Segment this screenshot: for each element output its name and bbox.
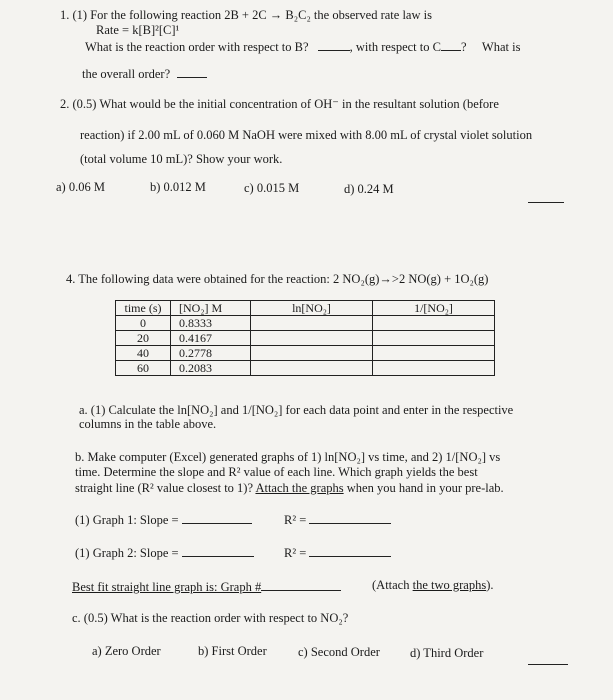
q4b-line3-pre: straight line (R² value closest to 1)? xyxy=(75,481,256,495)
best-fit-attach-post: ). xyxy=(486,578,494,592)
graph2-r2-label: R² = xyxy=(284,546,307,560)
q2-option-c[interactable]: c) 0.015 M xyxy=(244,181,300,195)
header-time: time (s) xyxy=(116,301,171,316)
q1-rate-law: Rate = k[B]²[C]¹ xyxy=(96,23,180,37)
graph1-slope-label: (1) Graph 1: Slope = xyxy=(75,513,179,527)
cell-inv-no2[interactable] xyxy=(373,331,495,346)
best-fit-label: Best fit straight line graph is: Graph # xyxy=(72,580,262,594)
q4b-line3-post: when you hand in your pre-lab. xyxy=(343,481,504,495)
q2-answer-blank[interactable] xyxy=(528,190,564,203)
q2-line1: 2. (0.5) What would be the initial concentration of OH⁻ in the resultant solution (before xyxy=(60,97,499,111)
best-fit-attach-link: the two graphs xyxy=(412,578,487,592)
graph1-r2-row xyxy=(284,511,391,528)
q1-blank-b[interactable] xyxy=(318,38,350,51)
q4c-option-c[interactable]: c) Second Order xyxy=(298,645,380,659)
graph2-row xyxy=(75,544,254,561)
q4b-attach-graphs: Attach the graphs xyxy=(255,481,344,495)
cell-time: 0 xyxy=(116,316,171,331)
q4b-line2: time. Determine the slope and R² value of each line. Which graph yields the best xyxy=(75,465,478,479)
graph2-slope-label: (1) Graph 2: Slope = xyxy=(75,546,179,560)
q1-respect-c: , with respect to C xyxy=(349,40,441,54)
q4c-answer-blank[interactable] xyxy=(528,652,568,665)
graph1-r2-label: R² = xyxy=(284,513,307,527)
cell-no2: 0.4167 xyxy=(171,331,251,346)
q1-overall-text: the overall order? xyxy=(82,67,171,81)
table-row xyxy=(116,331,495,346)
cell-inv-no2[interactable] xyxy=(373,346,495,361)
best-fit-blank[interactable] xyxy=(261,578,341,591)
best-fit-attach xyxy=(372,578,494,593)
cell-inv-no2[interactable] xyxy=(373,361,495,376)
q4c-option-d[interactable]: d) Third Order xyxy=(410,646,484,660)
header-inv-no2: 1/[NO₂] xyxy=(373,301,495,316)
q1-what-is: ? What is xyxy=(460,40,521,54)
cell-time: 60 xyxy=(116,361,171,376)
best-fit-attach-pre: (Attach xyxy=(372,578,413,592)
q1-line1: 1. (1) For the following reaction 2B + 2C → B₂C₂ the observed rate law is xyxy=(60,8,432,22)
q4c-option-b[interactable]: b) First Order xyxy=(198,644,267,658)
cell-no2: 0.2778 xyxy=(171,346,251,361)
table-row xyxy=(116,346,495,361)
q4c-question: c. (0.5) What is the reaction order with respect to NO₂? xyxy=(72,611,349,625)
q4b-line3 xyxy=(75,481,504,496)
graph1-r2-blank[interactable] xyxy=(309,511,391,524)
header-ln-no2: ln[NO₂] xyxy=(251,301,373,316)
cell-no2: 0.2083 xyxy=(171,361,251,376)
q2-line2: reaction) if 2.00 mL of 0.060 M NaOH were mixed with 8.00 mL of crystal violet solution xyxy=(80,128,533,142)
q4a-line2: columns in the table above. xyxy=(79,417,217,431)
graph2-r2-row xyxy=(284,544,391,561)
graph1-row xyxy=(75,511,252,528)
cell-ln-no2[interactable] xyxy=(251,361,373,376)
q1-question xyxy=(85,38,520,55)
q2-line3: (total volume 10 mL)? Show your work. xyxy=(80,152,283,166)
q1-overall xyxy=(82,65,207,82)
q1-question-text: What is the reaction order with respect to B? xyxy=(85,40,309,54)
cell-no2: 0.8333 xyxy=(171,316,251,331)
cell-time: 20 xyxy=(116,331,171,346)
graph2-slope-blank[interactable] xyxy=(182,544,254,557)
q4b-line1: b. Make computer (Excel) generated graphs of 1) ln[NO₂] vs time, and 2) 1/[NO₂] vs xyxy=(75,450,501,464)
q2-option-a[interactable]: a) 0.06 M xyxy=(56,180,105,194)
cell-ln-no2[interactable] xyxy=(251,331,373,346)
q4-intro: 4. The following data were obtained for the reaction: 2 NO₂(g)→>2 NO(g) + 1O₂(g) xyxy=(66,272,489,286)
q2-option-b[interactable]: b) 0.012 M xyxy=(150,180,206,194)
header-no2: [NO₂] M xyxy=(171,301,251,316)
q1-blank-c[interactable] xyxy=(441,38,461,51)
graph1-slope-blank[interactable] xyxy=(182,511,252,524)
q1-blank-overall[interactable] xyxy=(177,65,207,78)
cell-time: 40 xyxy=(116,346,171,361)
table-row xyxy=(116,361,495,376)
q4c-option-a[interactable]: a) Zero Order xyxy=(92,644,161,658)
q2-option-d[interactable]: d) 0.24 M xyxy=(344,182,394,196)
cell-ln-no2[interactable] xyxy=(251,346,373,361)
q4a-line1: a. (1) Calculate the ln[NO₂] and 1/[NO₂] for each data point and enter in the respective xyxy=(79,403,514,417)
table-row xyxy=(116,316,495,331)
data-table xyxy=(115,300,495,376)
cell-ln-no2[interactable] xyxy=(251,316,373,331)
best-fit-row xyxy=(72,578,341,595)
table-header-row xyxy=(116,301,495,316)
graph2-r2-blank[interactable] xyxy=(309,544,391,557)
cell-inv-no2[interactable] xyxy=(373,316,495,331)
